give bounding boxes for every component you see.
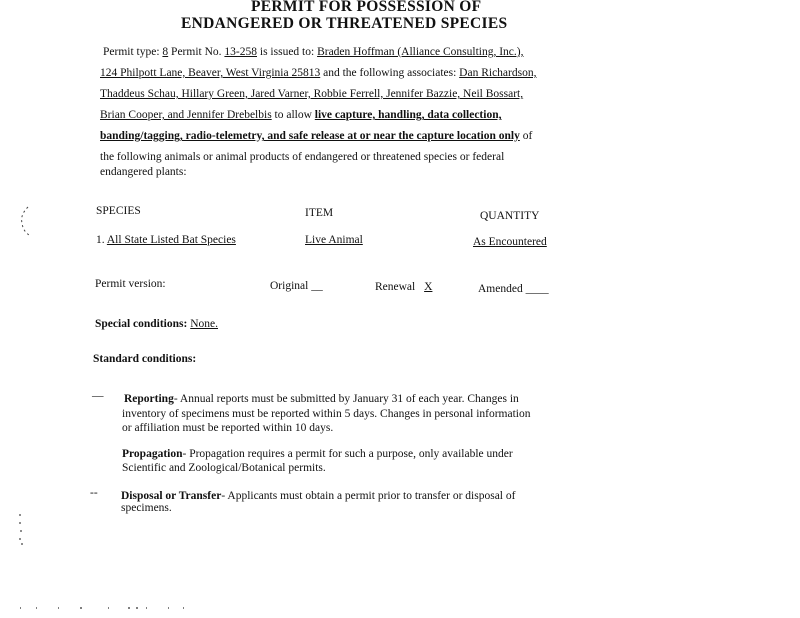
- propagation-text-1: - Propagation requires a permit for such a purpose, only available under: [182, 448, 513, 460]
- row-number: 1.: [96, 234, 105, 246]
- intro-line-5: [100, 130, 532, 142]
- intro-line-2: [100, 67, 536, 79]
- activity-value-2: banding/tagging, radio-telemetry, and safe release at or near the capture location only: [100, 130, 520, 142]
- version-label: Permit version:: [95, 278, 166, 290]
- header-quantity: QUANTITY: [480, 210, 540, 222]
- renewal-label: Renewal: [375, 281, 416, 293]
- issued-to-value: Braden Hoffman (Alliance Consulting, Inc.),: [317, 46, 524, 58]
- intro-line-7: endangered plants:: [100, 166, 187, 178]
- reporting-dash: —: [92, 390, 104, 402]
- original-label: Original: [270, 280, 309, 292]
- reporting-line-2: inventory of specimens must be reported within 5 days. Changes in personal information: [122, 408, 531, 420]
- permit-no-label: Permit No.: [171, 46, 222, 58]
- row-quantity: As Encountered: [473, 236, 547, 248]
- title-line-1: PERMIT FOR POSSESSION OF: [251, 0, 482, 15]
- scan-mark-bottom-left: [14, 512, 26, 546]
- associates-value-3: Brian Cooper, and Jennifer Drebelbis: [100, 109, 272, 121]
- associates-value-2: Thaddeus Schau, Hillary Green, Jared Varner, Robbie Ferrell, Jennifer Bazzie, Neil Bossart,: [100, 88, 524, 100]
- scan-mark-top-left: [16, 205, 32, 237]
- special-label: Special conditions:: [95, 318, 188, 330]
- disposal-heading: Disposal or Transfer: [121, 490, 222, 502]
- propagation-line-2: Scientific and Zoological/Botanical permits.: [122, 462, 326, 474]
- amended-label: Amended: [478, 283, 523, 295]
- disposal-dash: --: [90, 487, 98, 499]
- special-value: None.: [190, 318, 219, 330]
- version-amended: [478, 283, 549, 295]
- activity-value-1: live capture, handling, data collection,: [314, 109, 502, 121]
- header-item: ITEM: [305, 207, 334, 219]
- permit-type-label: Permit type:: [103, 46, 160, 58]
- reporting-line-1: [124, 393, 519, 405]
- version-renewal: [375, 281, 438, 293]
- disposal-line-2: specimens.: [121, 502, 172, 514]
- issued-to-label: is issued to:: [259, 46, 315, 58]
- version-original: [270, 280, 323, 292]
- row-species: All State Listed Bat Species: [106, 234, 236, 246]
- renewal-mark: X: [424, 281, 433, 293]
- allow-label: to allow: [274, 109, 312, 121]
- associates-value-1: Dan Richardson,: [459, 67, 537, 79]
- propagation-heading: Propagation: [122, 448, 183, 460]
- disposal-text-1: - Applicants must obtain a permit prior to transfer or disposal of: [221, 490, 516, 502]
- amended-blank: ____: [525, 283, 549, 295]
- header-species: SPECIES: [96, 205, 141, 217]
- special-conditions: [95, 318, 218, 330]
- permit-no-value: 13-258: [224, 46, 257, 58]
- reporting-heading: Reporting: [124, 393, 174, 405]
- intro-line-1: [103, 46, 523, 58]
- propagation-line-1: [122, 448, 513, 460]
- scan-mark-bottom-edge: [18, 604, 188, 612]
- address-value: 124 Philpott Lane, Beaver, West Virginia 25813: [100, 67, 321, 79]
- disposal-line-1: [121, 490, 515, 502]
- permit-type-value: 8: [162, 46, 169, 58]
- associates-label: and the following associates:: [323, 67, 457, 79]
- of-label: of: [522, 130, 533, 142]
- row-item: Live Animal: [305, 234, 363, 246]
- title-line-2: ENDANGERED OR THREATENED SPECIES: [181, 15, 508, 32]
- original-blank: __: [311, 280, 323, 292]
- table-row: [96, 234, 236, 246]
- reporting-text-1: - Annual reports must be submitted by January 31 of each year. Changes in: [173, 393, 519, 405]
- standard-label: Standard conditions:: [93, 353, 197, 365]
- intro-line-3: [100, 88, 523, 100]
- reporting-line-3: or affiliation must be reported within 10 days.: [122, 422, 334, 434]
- intro-line-6: the following animals or animal products of endangered or threatened species or federal: [100, 151, 505, 163]
- intro-line-4: [100, 109, 501, 121]
